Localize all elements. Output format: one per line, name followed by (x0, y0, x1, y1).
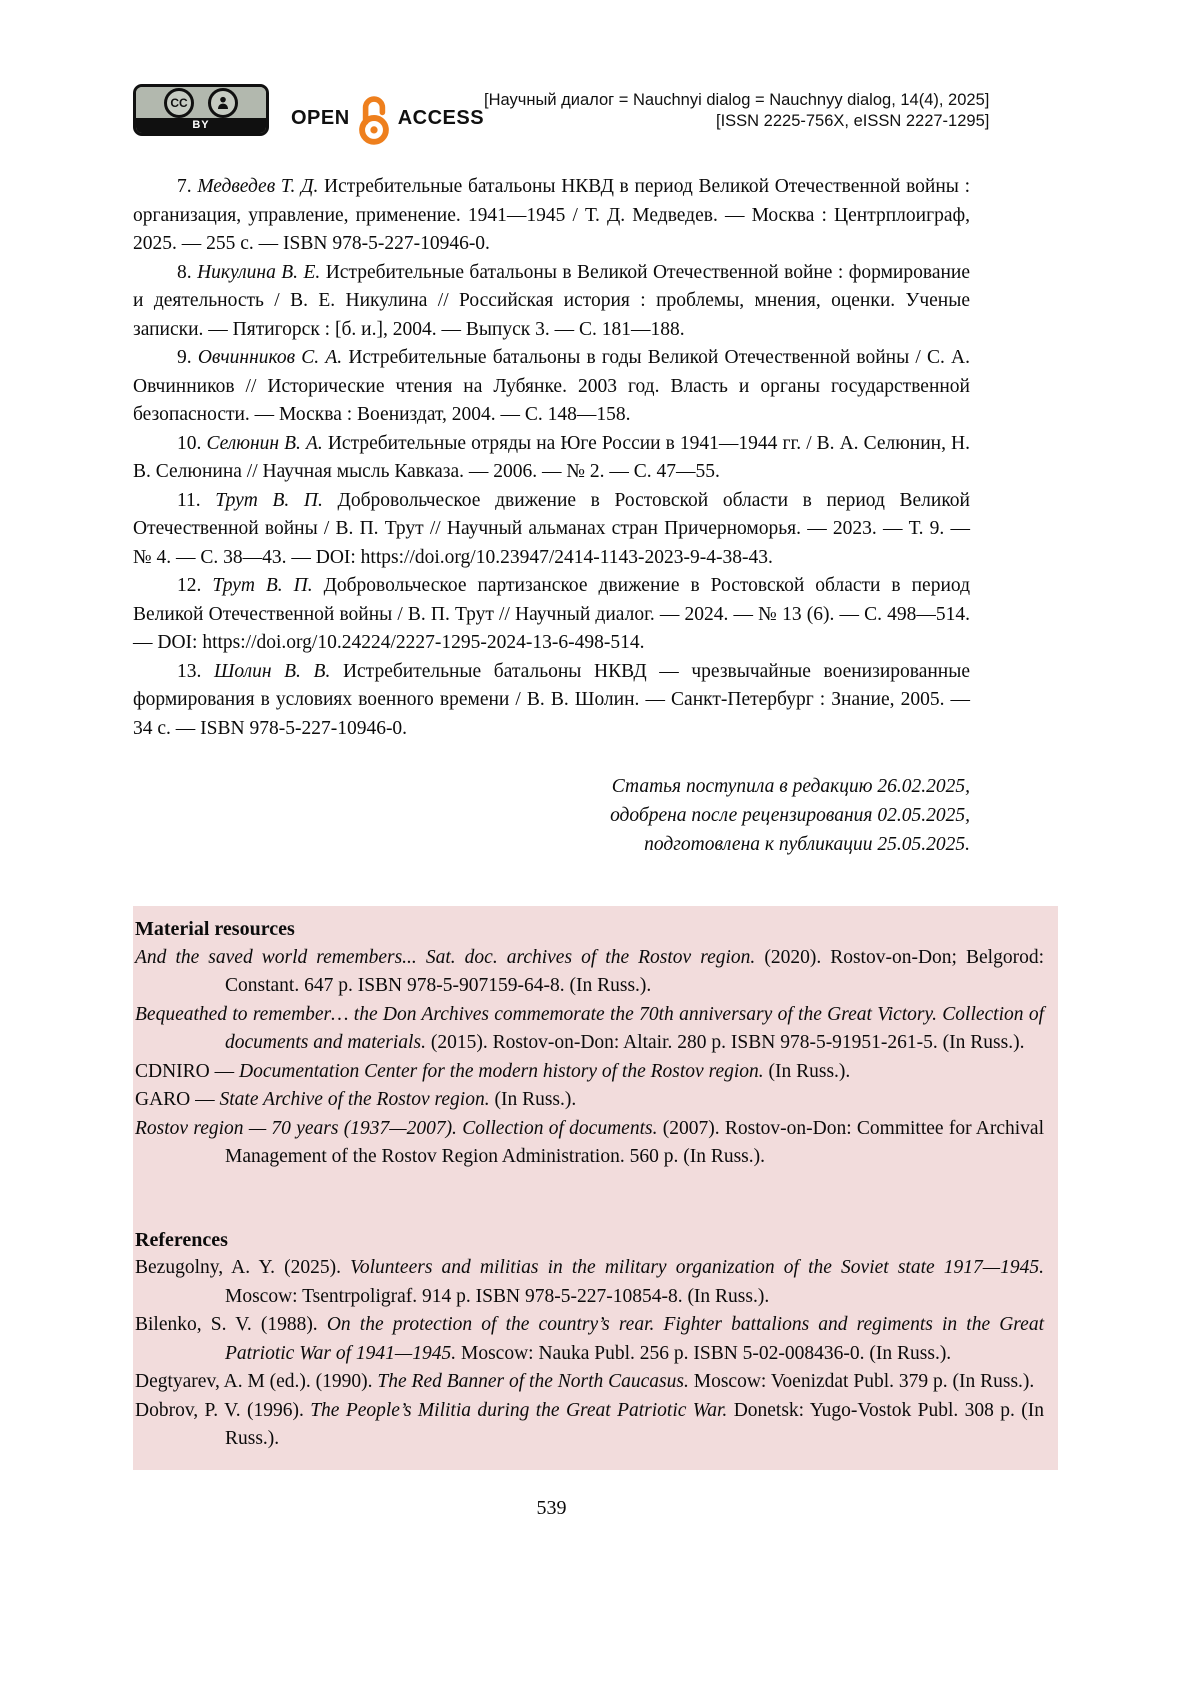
material-item-details: (In Russ.). (763, 1060, 851, 1082)
material-item-5 (135, 1115, 1044, 1172)
reference-details: Moscow: Nauka Publ. 256 p. ISBN 5-02-008436-0. (In Russ.). (456, 1342, 952, 1364)
material-item-details: (2015). Rostov-on-Don: Altair. 280 p. ISBN 978-5-91951-261-5. (In Russ.). (425, 1032, 1025, 1053)
open-access-open-label: OPEN (291, 106, 350, 129)
reference-item-3 (135, 1368, 1044, 1397)
reference-author: Dobrov, P. V. (1996). (135, 1399, 311, 1421)
bibliography-item-13: 13. Шолин В. В. Истребительные батальоны НКВД — чрезвычайные военизированные формирования в условиях военного времени / В. В. Шолин. — Санкт-Петербург : Знание, 2005. — 34 с. — ISBN 978-5-227-10946-0. (133, 660, 970, 739)
material-item-details: (In Russ.). (489, 1089, 577, 1110)
reference-item-4 (135, 1397, 1044, 1454)
reference-author: Bilenko, S. V. (1988). (135, 1314, 327, 1335)
reference-details: Donetsk: Yugo-Vostok Publ. 308 p. (In Russ.). (225, 1399, 1044, 1449)
bibliography-text: Добровольческое движение в Ростовской области в период Великой Отечественной войны / В. П. Трут // Научный альманах стран Причерноморья. — 2023. — Т. 9. — № 4. — С. 38—43. — DOI: https://doi.org/10.23947/2414-1143-2023-9-4-38-43. (133, 489, 970, 568)
material-resources-heading: Material resources (135, 918, 295, 940)
material-item-3: CDNIRO — Documentation Center for the modern history of the Rostov region. (In Russ.). (135, 1060, 851, 1082)
page-number: 539 (536, 1496, 567, 1519)
cc-badge-icons (136, 87, 266, 118)
material-item-2 (135, 1001, 1044, 1058)
cc-by-badge (133, 84, 269, 136)
bibliography-text: Истребительные батальоны НКВД в период Великой Отечественной войны : организация, управление, применение. 1941—1945 / Т. Д. Медведев. — Москва : Центрплоиграф, 2025. — 255 с. — ISBN 978-5-227-10946-0. (133, 176, 970, 254)
material-item-title: And the saved world remembers... Sat. doc. archives of the Rostov region. (135, 946, 756, 968)
page-header (133, 0, 990, 146)
open-lock-icon (353, 90, 395, 146)
material-item-title: State Archive of the Rostov region. (219, 1089, 490, 1110)
bibliography-item-8: 8. Никулина В. Е. Истребительные батальоны в Великой Отечественной войне : формирование и деятельность / В. Е. Никулина // Российская история : проблемы, мнения, оценки. Ученые записки. — Пятигорск : [б. и.], 2004. — Выпуск 3. — С. 181—188. (133, 261, 971, 340)
bibliography-item-11: 11. Трут В. П. Добровольческое движение в Ростовской области в период Великой Отечественной войны / В. П. Трут // Научный альманах стран Причерноморья. — 2023. — Т. 9. — № 4. — С. 38—43. — DOI: https://doi.org/10.23947/2414-1143-2023-9-4-38-43. (133, 489, 970, 568)
bibliography-list (133, 173, 970, 743)
bibliography-author: Трут В. П. (215, 489, 323, 511)
reference-item-1 (135, 1254, 1044, 1311)
reference-details: Moscow: Voenizdat Publ. 379 p. (In Russ.). (688, 1371, 1035, 1392)
bibliography-author: Медведев Т. Д. (197, 176, 319, 197)
material-item-details: (2007). Rostov-on-Don: Committee for Archival Management of the Rostov Region Administration. 560 p. (In Russ.). (225, 1117, 1044, 1167)
bibliography-author: Шолин В. В. (214, 660, 331, 682)
bibliography-author: Овчинников С. А. (197, 347, 343, 368)
submission-dates (133, 772, 970, 859)
submission-approved-line: одобрена после рецензирования 02.05.2025, (610, 805, 970, 826)
submission-prepared-line: подготовлена к публикации 25.05.2025. (644, 834, 970, 855)
submission-received-line: Статья поступила в редакцию 26.02.2025, (611, 776, 970, 797)
bibliography-item-10: 10. Селюнин В. А. Истребительные отряды на Юге России в 1941—1944 гг. / В. А. Селюнин, Н. В. Селюнина // Научная мысль Кавказа. — 2006. — № 2. — С. 47—55. (133, 432, 971, 482)
bibliography-author: Селюнин В. А. (206, 432, 323, 454)
reference-item-2 (135, 1311, 1044, 1368)
reference-title: On the protection of the country’s rear. Fighter battalions and regiments in the Great Patriotic War of 1941—1945. (225, 1314, 1044, 1364)
bibliography-text: Истребительные батальоны НКВД — чрезвычайные военизированные формирования в условиях военного времени / В. В. Шолин. — Санкт-Петербург : Знание, 2005. — 34 с. — ISBN 978-5-227-10946-0. (133, 660, 970, 739)
open-access-access-label: ACCESS (397, 106, 485, 129)
reference-details: Moscow: Tsentrpoligraf. 914 p. ISBN 978-5-227-10854-8. (In Russ.). (225, 1285, 770, 1307)
material-item-title: Rostov region — 70 years (1937—2007). Collection of documents. (135, 1117, 658, 1139)
journal-title-line: [Научный диалог = Nauchnyi dialog = Nauchnyy dialog, 14(4), 2025] (484, 91, 990, 109)
person-icon (208, 88, 238, 118)
journal-issn-line: [ISSN 2225-756X, eISSN 2227-1295] (715, 112, 990, 131)
journal-meta (484, 84, 989, 132)
material-item-4: GARO — State Archive of the Rostov region. (In Russ.). (135, 1089, 577, 1110)
reference-title: Volunteers and militias in the military organization of the Soviet state 1917—1945. (350, 1257, 1044, 1278)
references-heading: References (135, 1228, 228, 1251)
bibliography-item-9: 9. Овчинников С. А. Истребительные батальоны в годы Великой Отечественной войны / С. А. Овчинников // Исторические чтения на Лубянке. 2003 год. Власть и органы государственной безопасности. — Москва : Воениздат, 2004. — С. 148—158. (133, 347, 970, 425)
material-item-details: (2020). Rostov-on-Don; Belgorod: Constant. 647 p. ISBN 978-5-907159-64-8. (In Russ.). (225, 946, 1044, 996)
bibliography-text: Истребительные отряды на Юге России в 1941—1944 гг. / В. А. Селюнин, Н. В. Селюнина // Научная мысль Кавказа. — 2006. — № 2. — С. 47—55. (133, 432, 971, 482)
bibliography-author: Трут В. П. (212, 575, 313, 596)
material-item-title: Bequeathed to remember… the Don Archives commemorate the 70th anniversary of the Great Victory. Collection of documents and materials. (135, 1003, 1044, 1053)
material-item-1 (135, 944, 1044, 1001)
bibliography-item-12: 12. Трут В. П. Добровольческое партизанское движение в Ростовской области в период Великой Отечественной войны / В. П. Трут // Научный диалог. — 2024. — № 13 (6). — С. 498—514. — DOI: https://doi.org/10.24224/2227-1295-2024-13-6-498-514. (133, 575, 970, 653)
references-highlight-block (133, 906, 1058, 1470)
cc-by-label: BY (136, 118, 266, 133)
reference-title: The Red Banner of the North Caucasus. (377, 1371, 689, 1392)
reference-title: The People’s Militia during the Great Patriotic War. (310, 1399, 728, 1421)
bibliography-text: Истребительные батальоны в Великой Отечественной войне : формирование и деятельность / В. Е. Никулина // Российская история : проблемы, мнения, оценки. Ученые записки. — Пятигорск : [б. и.], 2004. — Выпуск 3. — С. 181—188. (133, 261, 971, 340)
cc-icon-label: CC (170, 95, 188, 110)
cc-icon (164, 88, 194, 118)
bibliography-text: Добровольческое партизанское движение в Ростовской области в период Великой Отечественной войны / В. П. Трут // Научный диалог. — 2024. — № 13 (6). — С. 498—514. — DOI: https://doi.org/10.24224/2227-1295-2024-13-6-498-514. (133, 575, 970, 653)
bibliography-item-7: 7. Медведев Т. Д. Истребительные батальоны НКВД в период Великой Отечественной войны : организация, управление, применение. 1941—1945 / Т. Д. Медведев. — Москва : Центрплоиграф, 2025. — 255 с. — ISBN 978-5-227-10946-0. (133, 176, 970, 254)
material-item-title: Documentation Center for the modern history of the Rostov region. (239, 1060, 764, 1082)
open-access-logo (291, 90, 484, 146)
bibliography-author: Никулина В. Е. (197, 261, 321, 283)
reference-author: Bezugolny, A. Y. (2025). (135, 1257, 351, 1278)
bibliography-text: Истребительные батальоны в годы Великой Отечественной войны / С. А. Овчинников // Исторические чтения на Лубянке. 2003 год. Власть и органы государственной безопасности. — Москва : Воениздат, 2004. — С. 148—158. (133, 347, 970, 425)
reference-author: Degtyarev, A. M (ed.). (1990). (135, 1371, 378, 1392)
